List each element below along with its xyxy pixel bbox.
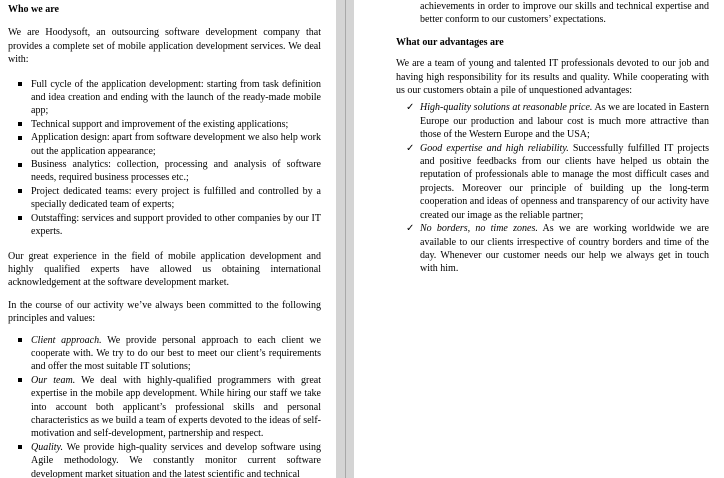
services-list [8, 78, 321, 239]
document-page-right [354, 0, 724, 478]
list-item: Our team. We deal with highly-qualified programmers with great expertise in the mobile app development. While hiring our staff we take into account both applicant’s professional skills and personal characteristics as we build a team of experts devoted to the ideas of self-motivation and self-development, partnership and respect. [8, 374, 321, 441]
list-item: Project dedicated teams: every project is fulfilled and controlled by a specially dedicated team of experts; [8, 185, 321, 212]
who-we-are-heading: Who we are [8, 4, 59, 15]
square-bullet-icon [18, 136, 22, 140]
checkmark-icon: ✓ [406, 223, 415, 235]
list-item: ✓ Good expertise and high reliability. Successfully fulfilled IT projects and positive feedbacks from our clients have helped us obtain the reputation of professionals able to manage the most difficult cases and projects. Moreover our principle of building up the long-term cooperation and ideas of openness and transparency of our activity have created our image as the reliable partner; [406, 142, 709, 221]
page-divider [345, 0, 346, 478]
list-item: ✓ No borders, no time zones. As we are working worldwide we are available to our clients irrespective of country borders and time of the day. Whenever our customer needs our help we always get in touch with him. [406, 223, 709, 275]
list-item: Technical support and improvement of the existing applications; [8, 118, 321, 131]
square-bullet-icon [18, 216, 22, 220]
intro-paragraph: We are Hoodysoft, an outsourcing software development company that provides a complete set of mobile application development services. We deal with: [8, 27, 321, 66]
square-bullet-icon [18, 122, 22, 126]
page-left-text-column [8, 0, 321, 478]
square-bullet-icon [18, 82, 22, 86]
square-bullet-icon [18, 338, 22, 342]
advantages-intro-paragraph: We are a team of young and talented IT professionals devoted to our job and having high responsibility for its results and quality. While cooperating with us our customers obtain a pile of unquestioned advantages: [396, 58, 709, 97]
square-bullet-icon [18, 189, 22, 193]
square-bullet-icon [18, 445, 22, 449]
advantages-list [396, 101, 709, 275]
principles-intro-paragraph: In the course of our activity we’ve always been committed to the following principles and values: [8, 299, 321, 325]
page-right-text-column [396, 0, 709, 276]
advantages-heading: What our advantages are [396, 36, 504, 48]
list-item: Business analytics: collection, processing and analysis of software needs, required business processes etc.; [8, 158, 321, 185]
list-item: ✓ High-quality solutions at reasonable price. As we are located in Eastern Europe our production and labour cost is much more attractive than those of the Western Europe and the USA; [406, 102, 709, 141]
list-item: Full cycle of the application development: starting from task definition and idea creation and ending with the launch of the ready-made mobile app; [8, 78, 321, 118]
checkmark-icon: ✓ [406, 102, 415, 114]
list-item: Application design: apart from software development we also help work out the application appearance; [8, 131, 321, 158]
square-bullet-icon [18, 378, 22, 382]
document-page-left [0, 0, 336, 478]
list-item: Quality. We provide high-quality services and develop software using Agile methodology. We constantly monitor current software development market situation and the latest scientific and technical [8, 441, 321, 478]
list-item: Client approach. We provide personal approach to each client we cooperate with. We try to do our best to meet our client’s requirements and offer the most suitable IT solutions; [8, 334, 321, 374]
checkmark-icon: ✓ [406, 142, 415, 154]
square-bullet-icon [18, 163, 22, 167]
continuation-paragraph: achievements in order to improve our skills and technical expertise and better conform to our customers’ expectations. [420, 1, 709, 26]
experience-paragraph: Our great experience in the field of mobile application development and highly qualified experts have allowed us obtaining international acknowledgement at the software development market. [8, 250, 321, 289]
list-item: Outstaffing: services and support provided to other companies by our IT experts. [8, 212, 321, 239]
principles-list [8, 334, 321, 478]
